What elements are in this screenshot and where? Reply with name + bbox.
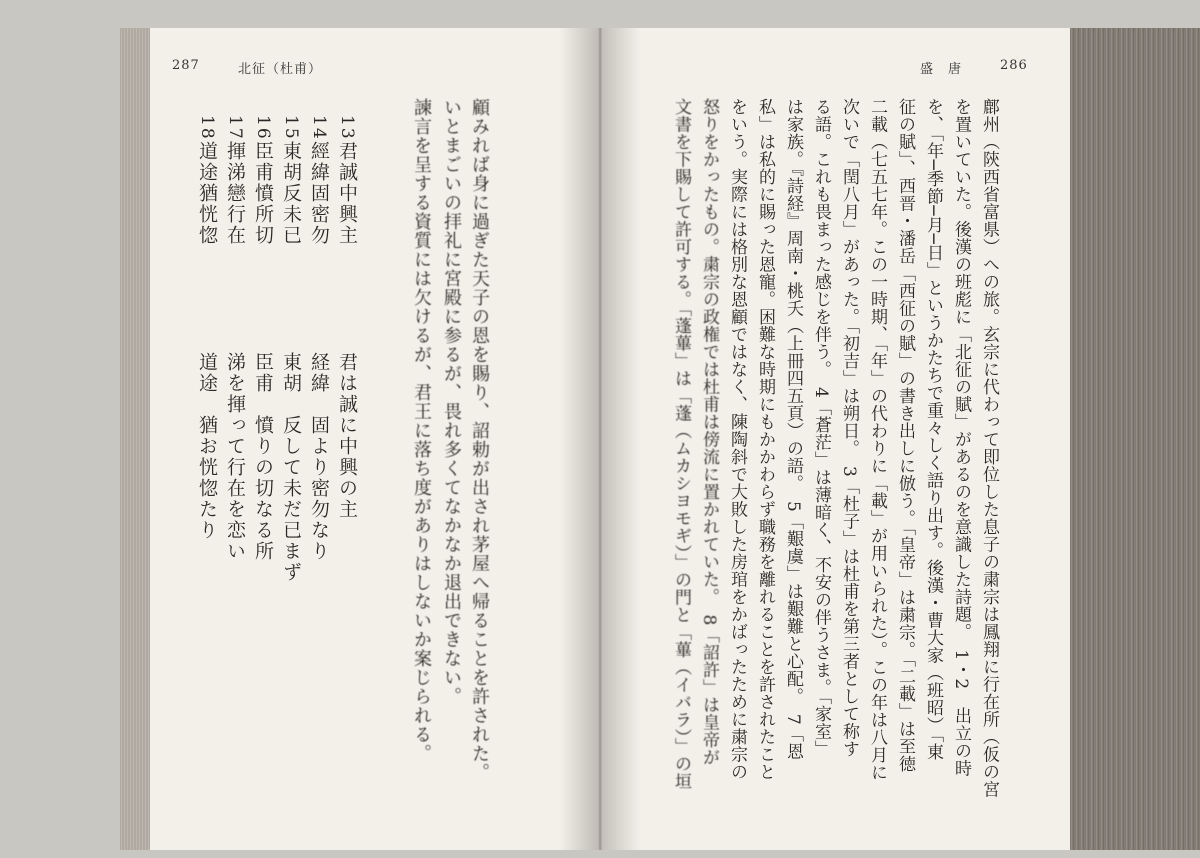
right-page-number: 286 (1000, 58, 1028, 73)
note-line: 私」は私的に賜った恩寵。困難な時期にもかかわらず職務を離れることを許されたこと (755, 98, 775, 781)
note-line: 征の賦」、西晋・潘岳「西征の賦」の書き出しに倣う。「皇帝」は粛宗。「二載」は至徳 (895, 98, 915, 773)
left-running-title: 北征（杜甫） (238, 62, 323, 77)
reading-line: 涕を揮って行在を恋い (224, 352, 246, 562)
left-page-number: 287 (172, 58, 200, 73)
commentary-line: いとまごいの拝礼に宮殿に参るが、畏れ多くてなかなか退出できない。 (441, 98, 462, 706)
note-line: 二載（七五七年。この一時期、「年」の代わりに「載」が用いられた）。この年は八月に (867, 98, 887, 781)
book-page-edges-right (1070, 28, 1200, 850)
poem-line (194, 115, 220, 246)
poem-line (278, 115, 304, 246)
reading-line: 道途 猶お恍惚たり (196, 352, 218, 541)
reading-line: 君は誠に中興の主 (336, 352, 358, 520)
note-line: 鄜州（陝西省富県）への旅。玄宗に代わって即位した息子の粛宗は鳳翔に行在所（仮の宮 (979, 98, 999, 798)
line-number: 18 (197, 115, 217, 141)
line-number: 16 (253, 115, 273, 141)
line-text: 東胡反未已 (280, 140, 302, 246)
line-text: 道途猶恍惚 (196, 140, 218, 246)
commentary-line: 諫言を呈する資質には欠けるが、君王に落ち度がありはしないか案じられる。 (411, 98, 432, 763)
line-number: 15 (281, 115, 301, 141)
line-number: 14 (309, 115, 329, 141)
reading-line: 経緯 固より密勿なり (308, 352, 330, 562)
book-page-edges-left (120, 28, 150, 850)
note-line: をいう。実際には格別な恩顧ではなく、陳陶斜で大敗した房琯をかばったために粛宗の (727, 98, 747, 781)
line-number: 17 (225, 115, 245, 141)
reading-line: 東胡 反して未だ已まず (280, 352, 302, 583)
line-text: 揮涕戀行在 (224, 140, 246, 246)
line-text: 臣甫憤所切 (252, 140, 274, 246)
reading-line: 臣甫 憤りの切なる所 (252, 352, 274, 562)
note-line: 次いで「閏八月」があった。「初吉」は朔日。 3「杜子」は杜甫を第三者として称す (839, 98, 859, 758)
note-line: る語。これも畏まった感じを伴う。 4「蒼茫」は薄暗く、不安の伴うさま。「家室」 (811, 98, 831, 758)
note-line: を置いていた。後漢の班彪に「北征の賦」があるのを意識した詩題。 1・2 出立の時 (951, 98, 971, 778)
note-line: を、「年─季節─月─日」というかたちで重々しく語り出す。後漢・曹大家（班昭）「東 (923, 98, 943, 761)
note-line: 怒りをかったもの。粛宗の政権では杜甫は傍流に置かれていた。 8「詔許」は皇帝が (699, 98, 719, 766)
note-line: 文書を下賜して許可する。「蓬蓽」は「蓬（ムカシヨモギ）」の門と「蓽（イバラ）」の垣 (671, 98, 691, 790)
note-line: は家族。『詩経』周南・桃夭（上冊四五頁）の語。 5「艱虞」は艱難と心配。 7「恩 (783, 98, 803, 761)
line-text: 經緯固密勿 (308, 140, 330, 246)
poem-line (334, 115, 360, 246)
line-text: 君誠中興主 (336, 140, 358, 246)
commentary-line: 顧みれば身に過ぎた天子の恩を賜り、詔勅が出され茅屋へ帰ることを許された。 (469, 98, 490, 782)
poem-line (250, 115, 276, 246)
line-number: 13 (337, 115, 357, 141)
right-running-title: 盛 唐 (920, 62, 963, 77)
poem-line (222, 115, 248, 246)
poem-line (306, 115, 332, 246)
